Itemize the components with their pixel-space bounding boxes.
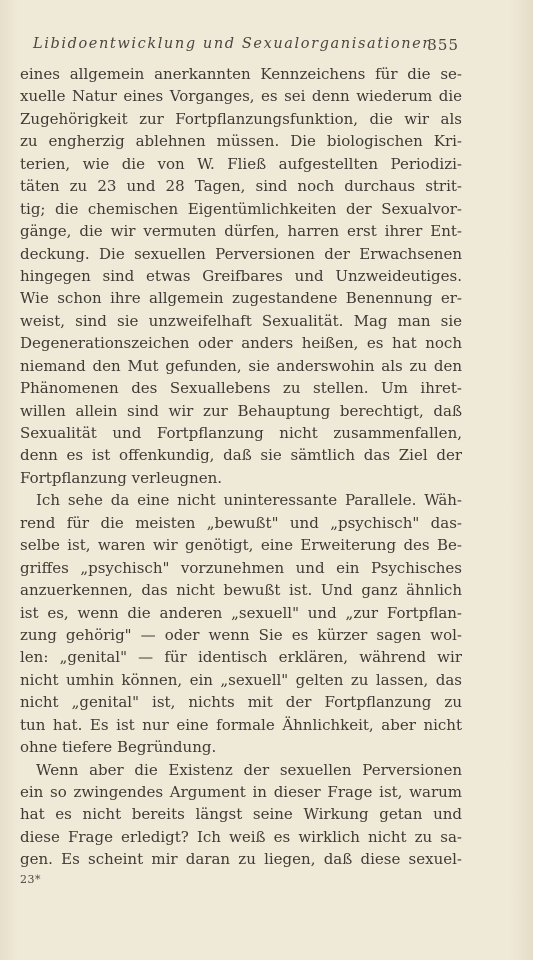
text-line: Sexualität und Fortpflanzung nicht zusammenfallen, bbox=[20, 424, 462, 442]
text-line: ein so zwingendes Argument in dieser Frage ist, warum bbox=[20, 783, 462, 801]
page-header bbox=[33, 36, 459, 60]
text-line: willen allein sind wir zur Behauptung berechtigt, daß bbox=[20, 401, 462, 420]
text-line: ist es, wenn die anderen „sexuell" und „zur Fortpflan- bbox=[20, 603, 462, 622]
text-line: nicht „genital" ist, nichts mit der Fortpflanzung zu bbox=[20, 693, 462, 712]
text-line: Phänomenen des Sexuallebens zu stellen. Um ihret- bbox=[20, 379, 462, 398]
text-line: griffes „psychisch" vorzunehmen und ein Psychisches bbox=[20, 558, 462, 577]
text-line: nicht umhin können, ein „sexuell" gelten zu lassen, das bbox=[20, 670, 462, 689]
text-line: diese Frage erledigt? Ich weiß es wirklich nicht zu sa- bbox=[20, 827, 462, 846]
text-line: terien, wie die von W. Fließ aufgestellten Periodizi- bbox=[20, 154, 462, 173]
text-line: rend für die meisten „bewußt" und „psychisch" das- bbox=[20, 513, 462, 532]
text-line: hingegen sind etwas Greifbares und Unzweideutiges. bbox=[20, 266, 462, 285]
text-line: hat es nicht bereits längst seine Wirkung getan und bbox=[20, 805, 462, 824]
text-line: Degenerationszeichen oder anders heißen, es hat noch bbox=[20, 334, 462, 353]
text-line: xuelle Natur eines Vorganges, es sei denn wiederum die bbox=[20, 87, 462, 106]
text-line: gänge, die wir vermuten dürfen, harren erst ihrer Ent- bbox=[20, 222, 462, 241]
text-line: eines allgemein anerkannten Kennzeichens für die se- bbox=[20, 65, 462, 83]
body-text bbox=[20, 63, 462, 871]
text-line: tun hat. Es ist nur eine formale Ähnlichkeit, aber nicht bbox=[20, 715, 462, 734]
text-line: zung gehörig" — oder wenn Sie es kürzer sagen wol- bbox=[20, 625, 462, 644]
text-line: Wenn aber die Existenz der sexuellen Perversionen bbox=[36, 760, 462, 779]
text-line: Wie schon ihre allgemein zugestandene Benennung er- bbox=[20, 289, 462, 308]
text-line: niemand den Mut gefunden, sie anderswohin als zu den bbox=[20, 356, 462, 375]
text-line: weist, sind sie unzweifelhaft Sexualität. Mag man sie bbox=[20, 311, 462, 330]
text-line: selbe ist, waren wir genötigt, eine Erweiterung des Be- bbox=[20, 536, 462, 555]
page-number: 355 bbox=[427, 36, 459, 54]
text-line: deckung. Die sexuellen Perversionen der Erwachsenen bbox=[20, 244, 462, 263]
text-line: Fortpflanzung verleugnen. bbox=[20, 468, 223, 487]
text-line: anzuerkennen, das nicht bewußt ist. Und ganz ähnlich bbox=[20, 581, 462, 600]
text-line: täten zu 23 und 28 Tagen, sind noch durchaus strit- bbox=[20, 177, 462, 196]
printer-signature: 23* bbox=[20, 873, 41, 886]
text-line: ohne tiefere Begründung. bbox=[20, 738, 217, 757]
text-line: len: „genital" — für identisch erklären, während wir bbox=[20, 648, 462, 667]
text-line: tig; die chemischen Eigentümlichkeiten der Sexualvor- bbox=[20, 199, 462, 218]
text-line: zu engherzig ablehnen müssen. Die biologischen Kri- bbox=[20, 132, 462, 151]
text-line: Ich sehe da eine nicht uninteressante Parallele. Wäh- bbox=[36, 491, 462, 510]
text-line: Zugehörigkeit zur Fortpflanzungsfunktion, die wir als bbox=[20, 109, 462, 128]
text-line: gen. Es scheint mir daran zu liegen, daß diese sexuel- bbox=[20, 850, 462, 869]
text-line: denn es ist offenkundig, daß sie sämtlich das Ziel der bbox=[20, 446, 462, 465]
running-head: Libidoentwicklung und Sexualorganisationen bbox=[33, 36, 434, 52]
